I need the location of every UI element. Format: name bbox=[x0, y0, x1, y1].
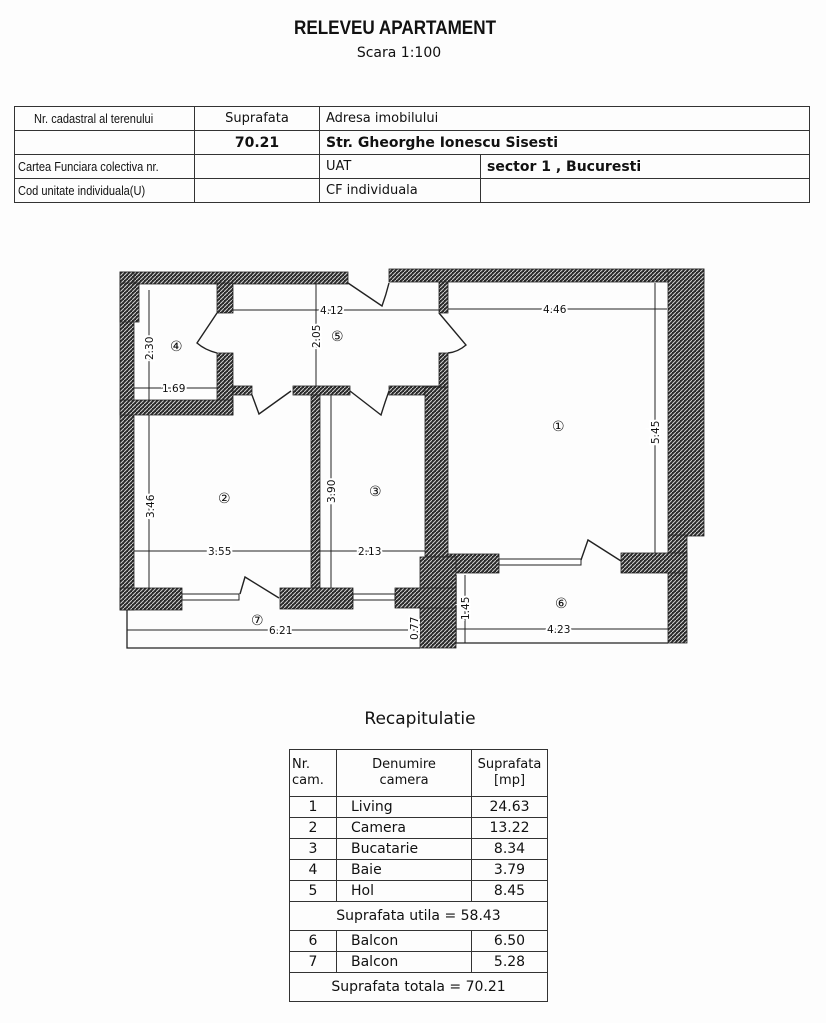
nr-cadastral-label: Nr. cadastral al terenului bbox=[34, 110, 154, 126]
suprafata-label: Suprafata bbox=[195, 107, 320, 131]
dim-6-21: 6.21 bbox=[269, 625, 293, 637]
room-5-label: ⑤ bbox=[331, 329, 344, 345]
table-row: 2 Camera 13.22 bbox=[290, 818, 548, 839]
cf-individuala-label: CF individuala bbox=[320, 179, 481, 203]
adresa-label: Adresa imobilului bbox=[320, 107, 810, 131]
table-row: 3 Bucatarie 8.34 bbox=[290, 839, 548, 860]
dim-2-05: 2.05 bbox=[311, 324, 323, 348]
cod-unitate-label: Cod unitate individuala(U) bbox=[18, 182, 146, 198]
suprafata-totala: Suprafata totala = 70.21 bbox=[290, 973, 548, 1002]
dim-1-45: 1.45 bbox=[460, 596, 472, 620]
room-1-label: ① bbox=[552, 419, 565, 435]
uat-label: UAT bbox=[320, 155, 481, 179]
dim-1-69: 1.69 bbox=[162, 383, 186, 395]
dim-4-46: 4.46 bbox=[543, 304, 567, 316]
balcony-outlines bbox=[127, 575, 668, 648]
suprafata-value: 70.21 bbox=[195, 131, 320, 155]
room-6-label: ⑥ bbox=[555, 596, 568, 612]
dim-3-90: 3.90 bbox=[326, 479, 338, 503]
recap-table bbox=[289, 749, 548, 1002]
room-3-label: ③ bbox=[369, 484, 382, 500]
table-row: 7 Balcon 5.28 bbox=[290, 952, 548, 973]
document-title: RELEVEU APARTAMENT bbox=[293, 18, 497, 39]
table-row: 6 Balcon 6.50 bbox=[290, 931, 548, 952]
table-row: 5 Hol 8.45 bbox=[290, 881, 548, 902]
dim-2-30: 2.30 bbox=[144, 336, 156, 360]
windows bbox=[182, 559, 581, 600]
room-2-label: ② bbox=[218, 491, 231, 507]
header-suprafata: Suprafata [mp] bbox=[472, 750, 548, 797]
dim-4-12: 4.12 bbox=[320, 305, 344, 317]
adresa-value: Str. Gheorghe Ionescu Sisesti bbox=[320, 131, 810, 155]
dim-0-77: 0.77 bbox=[409, 616, 421, 640]
room-4-label: ④ bbox=[170, 339, 183, 355]
room-7-label: ⑦ bbox=[251, 613, 264, 629]
cf-colectiva-label: Cartea Funciara colectiva nr. bbox=[18, 158, 159, 174]
dim-4-23: 4.23 bbox=[547, 624, 571, 636]
dim-3-46: 3.46 bbox=[145, 494, 157, 518]
uat-value: sector 1 , Bucuresti bbox=[481, 155, 810, 179]
suprafata-utila: Suprafata utila = 58.43 bbox=[290, 902, 548, 931]
dim-2-13: 2.13 bbox=[358, 546, 382, 558]
dim-5-45: 5.45 bbox=[650, 420, 662, 444]
dim-3-55: 3.55 bbox=[208, 546, 232, 558]
recap-title: Recapitulatie bbox=[364, 709, 476, 729]
header-denumire: Denumire camera bbox=[337, 750, 472, 797]
table-row: 1 Living 24.63 bbox=[290, 797, 548, 818]
scale-label: Scara 1:100 bbox=[356, 45, 442, 61]
header-nr: Nr. cam. bbox=[290, 750, 337, 797]
table-row: 4 Baie 3.79 bbox=[290, 860, 548, 881]
